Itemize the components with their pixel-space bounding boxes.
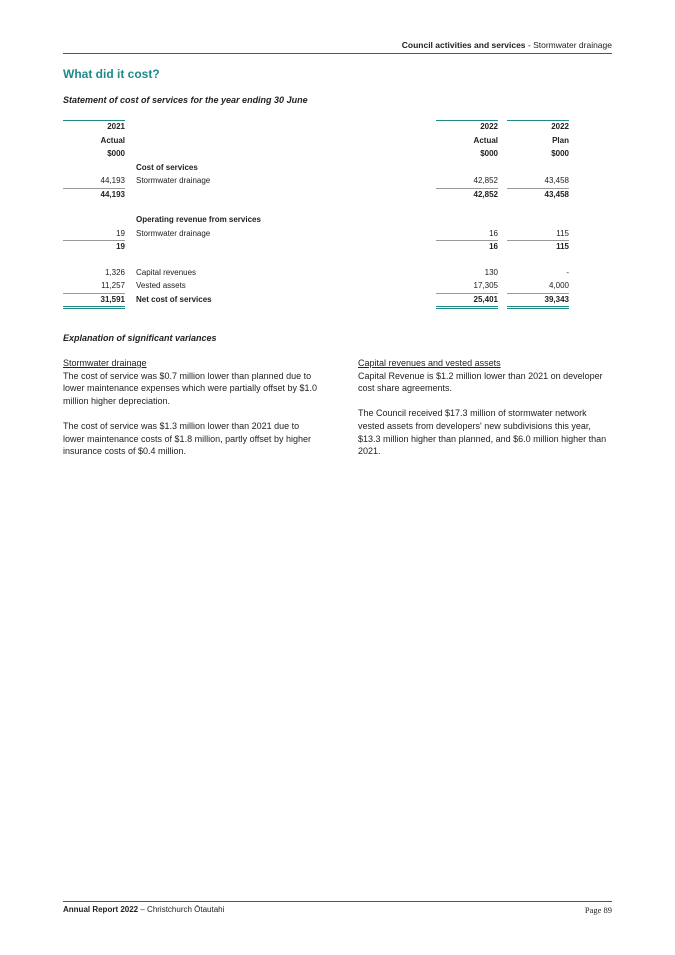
right-heading: Capital revenues and vested assets bbox=[358, 358, 501, 368]
capital-2022p: - bbox=[566, 267, 569, 277]
net-label: Net cost of services bbox=[136, 294, 212, 304]
header-2021-type: Actual bbox=[100, 135, 125, 145]
header-2022p-unit: $000 bbox=[551, 149, 569, 158]
vested-2022a: 17,305 bbox=[436, 279, 498, 294]
right-paragraph-1: Capital Revenue is $1.2 million lower than 2021 on developer cost share agreements. bbox=[358, 370, 603, 394]
rev-total-2022p: 115 bbox=[556, 242, 569, 251]
net-2022p: 39,343 bbox=[507, 293, 569, 310]
table-header-row-3 bbox=[63, 147, 569, 161]
cost-total-2022p: 43,458 bbox=[544, 189, 569, 199]
left-column bbox=[63, 357, 321, 470]
header-2021-year: 2021 bbox=[107, 122, 125, 131]
cost-2022a: 42,852 bbox=[436, 174, 498, 189]
rev-2022a: 16 bbox=[436, 227, 498, 242]
revenue-heading: Operating revenue from services bbox=[136, 215, 261, 224]
page-footer bbox=[63, 901, 612, 915]
header-2022a-type: Actual bbox=[473, 135, 498, 145]
header-2022a-year: 2022 bbox=[480, 122, 498, 131]
header-2022p-year: 2022 bbox=[551, 122, 569, 131]
capital-label: Capital revenues bbox=[136, 267, 197, 277]
footer-report-bold: Annual Report 2022 bbox=[63, 905, 139, 914]
table-row bbox=[63, 279, 569, 293]
table-row bbox=[63, 266, 569, 280]
table-row bbox=[63, 174, 569, 188]
vested-2022p: 4,000 bbox=[507, 279, 569, 294]
page-number: Page 89 bbox=[584, 905, 612, 915]
cost-total-row bbox=[63, 188, 569, 202]
right-paragraph-2: The Council received $17.3 million of stormwater network vested assets from developers' new subdivisions this year, $13.3 million higher than planned, and $6.0 million higher than 2021. bbox=[358, 408, 607, 457]
left-paragraph-1: The cost of service was $0.7 million lower than planned due to lower maintenance expenses which were partially offset by $1.0 million higher depreciation. bbox=[63, 370, 317, 406]
footer-report bbox=[63, 905, 224, 914]
cost-total-2021: 44,193 bbox=[100, 189, 125, 199]
table-header-row-1 bbox=[63, 120, 569, 134]
vested-label: Vested assets bbox=[136, 281, 186, 290]
header-separator: - bbox=[525, 40, 534, 50]
table-header-row-2 bbox=[63, 134, 569, 148]
cost-2022p: 43,458 bbox=[507, 174, 569, 189]
statement-title: Statement of cost of services for the year ending 30 June bbox=[63, 95, 308, 105]
rev-2021: 19 bbox=[63, 227, 125, 242]
rev-2022p: 115 bbox=[507, 227, 569, 242]
cost-of-services-table bbox=[63, 120, 569, 306]
header-2022a-unit: $000 bbox=[480, 149, 498, 158]
rev-total-2021: 19 bbox=[116, 242, 125, 251]
capital-2022a: 130 bbox=[484, 267, 498, 277]
rev-label: Stormwater drainage bbox=[136, 228, 211, 238]
cost-label: Stormwater drainage bbox=[136, 176, 211, 185]
header-2022p-type: Plan bbox=[552, 135, 569, 145]
cost-total-2022a: 42,852 bbox=[473, 189, 498, 199]
left-heading: Stormwater drainage bbox=[63, 358, 147, 368]
net-2021: 31,591 bbox=[63, 293, 125, 310]
cost-heading: Cost of services bbox=[136, 162, 198, 172]
left-paragraph-2: The cost of service was $1.3 million lower than 2021 due to lower maintenance costs of $1.8 million, partly offset by higher insurance costs of $0.4 million. bbox=[63, 420, 311, 457]
capital-2021: 1,326 bbox=[104, 267, 125, 277]
variance-title: Explanation of significant variances bbox=[63, 333, 217, 343]
revenue-total-row bbox=[63, 240, 569, 254]
right-column bbox=[358, 357, 613, 470]
net-cost-row bbox=[63, 293, 569, 307]
revenue-heading-row bbox=[63, 213, 569, 227]
header-subsection: Stormwater drainage bbox=[533, 40, 612, 50]
table-row bbox=[63, 227, 569, 241]
header-section: Council activities and services bbox=[401, 40, 526, 50]
page-header bbox=[63, 40, 612, 54]
footer-report-rest: – Christchurch Ōtautahi bbox=[138, 905, 225, 914]
cost-2021: 44,193 bbox=[63, 174, 125, 189]
header-2021-unit: $000 bbox=[107, 149, 125, 158]
vested-2021: 11,257 bbox=[63, 279, 125, 294]
page-title: What did it cost? bbox=[63, 67, 160, 81]
rev-total-2022a: 16 bbox=[489, 242, 498, 251]
net-2022a: 25,401 bbox=[436, 293, 498, 310]
cost-heading-row bbox=[63, 161, 569, 175]
